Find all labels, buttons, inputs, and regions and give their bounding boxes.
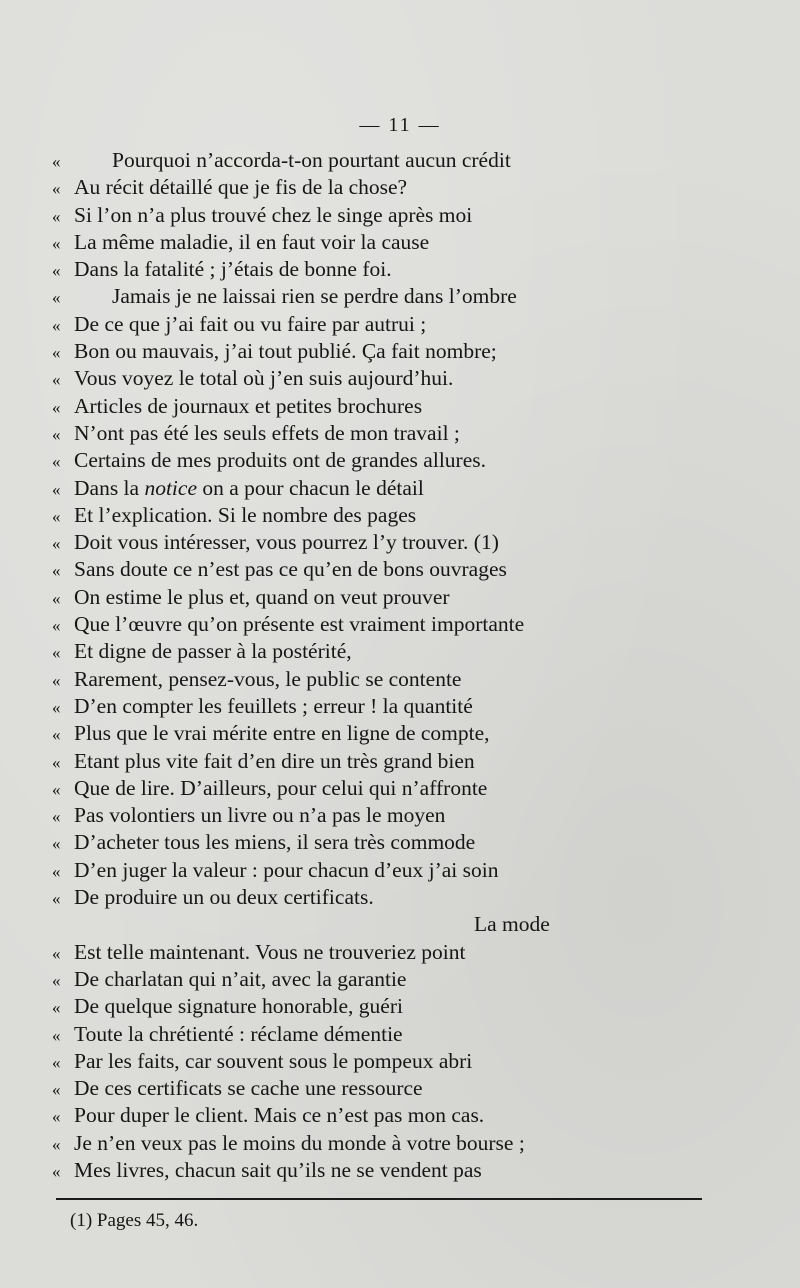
verse-line	[52, 1075, 752, 1102]
verse-line	[52, 802, 752, 829]
quote-mark: «	[52, 970, 61, 990]
quote-mark: «	[52, 343, 61, 363]
verse-line	[52, 693, 752, 720]
quote-mark: «	[52, 1080, 61, 1100]
verse-line	[52, 884, 752, 911]
quote-mark: «	[52, 1107, 61, 1127]
verse-line	[52, 447, 752, 474]
verse-line	[52, 420, 752, 447]
verse-line	[52, 1021, 752, 1048]
verse-text: Sans doute ce n’est pas ce qu’en de bons ouvrages	[74, 557, 507, 582]
verse-line	[52, 229, 752, 256]
footnote-rule	[56, 1198, 702, 1200]
verse-emphasis: notice	[144, 475, 197, 500]
verse-line	[52, 529, 752, 556]
verse-text: N’ont pas été les seuls effets de mon travail ;	[74, 420, 460, 445]
verse-text: Certains de mes produits ont de grandes allures.	[74, 448, 486, 473]
verse-line	[52, 502, 752, 529]
verse-text: Dans la fatalité ; j’étais de bonne foi.	[74, 257, 392, 282]
quote-mark: «	[52, 233, 61, 253]
verse-text: Au récit détaillé que je fis de la chose?	[74, 175, 408, 200]
footnote: (1) Pages 45, 46.	[70, 1210, 199, 1231]
verse-text: De charlatan qui n’ait, avec la garantie	[74, 966, 407, 991]
verse-text: Que l’œuvre qu’on présente est vraiment importante	[74, 612, 525, 637]
quote-mark: «	[52, 179, 61, 199]
verse-text-pre: Dans la	[74, 475, 145, 500]
verse-text: De produire un ou deux certificats.	[74, 885, 374, 910]
verse-text: De quelque signature honorable, guéri	[74, 994, 403, 1019]
verse-text: Plus que le vrai mérite entre en ligne de compte,	[74, 721, 490, 746]
verse-line	[52, 202, 752, 229]
verse-line	[52, 283, 752, 310]
verse-text: Toute la chrétienté : réclame démentie	[74, 1021, 403, 1046]
quote-mark: «	[52, 807, 61, 827]
quote-mark: «	[52, 506, 61, 526]
verse-line	[52, 338, 752, 365]
verse-line	[52, 1157, 752, 1184]
verse-text: Est telle maintenant. Vous ne trouveriez point	[74, 939, 466, 964]
quote-mark: «	[52, 697, 61, 717]
verse-line	[52, 857, 752, 884]
verse-line	[52, 556, 752, 583]
verse-line	[52, 666, 752, 693]
quote-mark: «	[52, 397, 61, 417]
verse-text: D’en compter les feuillets ; erreur ! la quantité	[74, 693, 473, 718]
quote-mark: «	[52, 725, 61, 745]
verse-line	[52, 993, 752, 1020]
verse-text: La mode	[474, 912, 550, 937]
verse-line	[52, 1130, 752, 1157]
quote-mark: «	[52, 452, 61, 472]
quote-mark: «	[52, 206, 61, 226]
verse-text: Par les faits, car souvent sous le pompeux abri	[74, 1048, 473, 1073]
verse-text: Je n’en veux pas le moins du monde à votre bourse ;	[74, 1130, 525, 1155]
verse-text: De ces certificats se cache une ressource	[74, 1076, 423, 1101]
quote-mark: «	[52, 616, 61, 636]
quote-mark: «	[52, 1134, 61, 1154]
verse-line	[52, 365, 752, 392]
quote-mark: «	[52, 315, 61, 335]
verse-line	[52, 393, 752, 420]
quote-mark: «	[52, 1052, 61, 1072]
quote-mark: «	[52, 1161, 61, 1181]
verse-line	[52, 475, 752, 502]
quote-mark: «	[52, 588, 61, 608]
verse-text: Articles de journaux et petites brochures	[74, 393, 423, 418]
page-number: — 11 —	[359, 114, 441, 136]
quote-mark: «	[52, 561, 61, 581]
quote-mark: «	[52, 1025, 61, 1045]
verse-text: Jamais je ne laissai rien se perdre dans l’ombre	[112, 284, 517, 309]
verse-text: Rarement, pensez-vous, le public se contente	[74, 666, 462, 691]
verse-text: Pour duper le client. Mais ce n’est pas mon cas.	[74, 1103, 485, 1128]
verse-line	[52, 256, 752, 283]
verse-text: Bon ou mauvais, j’ai tout publié. Ça fait nombre;	[74, 339, 497, 364]
quote-mark: «	[52, 479, 61, 499]
quote-mark: «	[52, 889, 61, 909]
verse-line	[52, 611, 752, 638]
quote-mark: «	[52, 288, 61, 308]
verse-text: Si l’on n’a plus trouvé chez le singe après moi	[74, 202, 473, 227]
verse-text: De ce que j’ai fait ou vu faire par autrui ;	[74, 311, 427, 336]
verse-text-post: on a pour chacun le détail	[197, 475, 424, 500]
quote-mark: «	[52, 998, 61, 1018]
verse-text: Pas volontiers un livre ou n’a pas le moyen	[74, 803, 446, 828]
verse-line	[52, 911, 752, 938]
verse-line	[52, 939, 752, 966]
quote-mark: «	[52, 752, 61, 772]
verse-text: Vous voyez le total où j’en suis aujourd’hui.	[74, 366, 454, 391]
quote-mark: «	[52, 861, 61, 881]
verse-block	[52, 147, 752, 1184]
verse-line	[52, 311, 752, 338]
verse-line	[52, 1048, 752, 1075]
quote-mark: «	[52, 370, 61, 390]
verse-line	[52, 1102, 752, 1129]
quote-mark: «	[52, 943, 61, 963]
verse-line	[52, 775, 752, 802]
verse-line	[52, 638, 752, 665]
verse-text: On estime le plus et, quand on veut prouver	[74, 584, 450, 609]
verse-line	[52, 584, 752, 611]
verse-text: D’acheter tous les miens, il sera très commode	[74, 830, 476, 855]
verse-line	[52, 720, 752, 747]
verse-line	[52, 147, 752, 174]
verse-text: Doit vous intéresser, vous pourrez l’y trouver. (1)	[74, 530, 499, 555]
verse-text: Que de lire. D’ailleurs, pour celui qui n’affronte	[74, 775, 488, 800]
verse-line	[52, 174, 752, 201]
verse-text: Pourquoi n’accorda-t-on pourtant aucun crédit	[112, 148, 511, 172]
verse-text: Et l’explication. Si le nombre des pages	[74, 502, 417, 527]
quote-mark: «	[52, 152, 61, 171]
verse-line	[52, 966, 752, 993]
verse-text: Mes livres, chacun sait qu’ils ne se vendent pas	[74, 1157, 482, 1182]
quote-mark: «	[52, 670, 61, 690]
verse-line	[52, 829, 752, 856]
quote-mark: «	[52, 534, 61, 554]
quote-mark: «	[52, 834, 61, 854]
verse-text: La même maladie, il en faut voir la cause	[74, 229, 430, 254]
quote-mark: «	[52, 643, 61, 663]
verse-text	[74, 476, 424, 500]
quote-mark: «	[52, 779, 61, 799]
verse-line	[52, 748, 752, 775]
quote-mark: «	[52, 261, 61, 281]
verse-text: Etant plus vite fait d’en dire un très grand bien	[74, 748, 475, 773]
quote-mark: «	[52, 424, 61, 444]
verse-text: Et digne de passer à la postérité,	[74, 639, 352, 664]
verse-text: D’en juger la valeur : pour chacun d’eux j’ai soin	[74, 857, 499, 882]
